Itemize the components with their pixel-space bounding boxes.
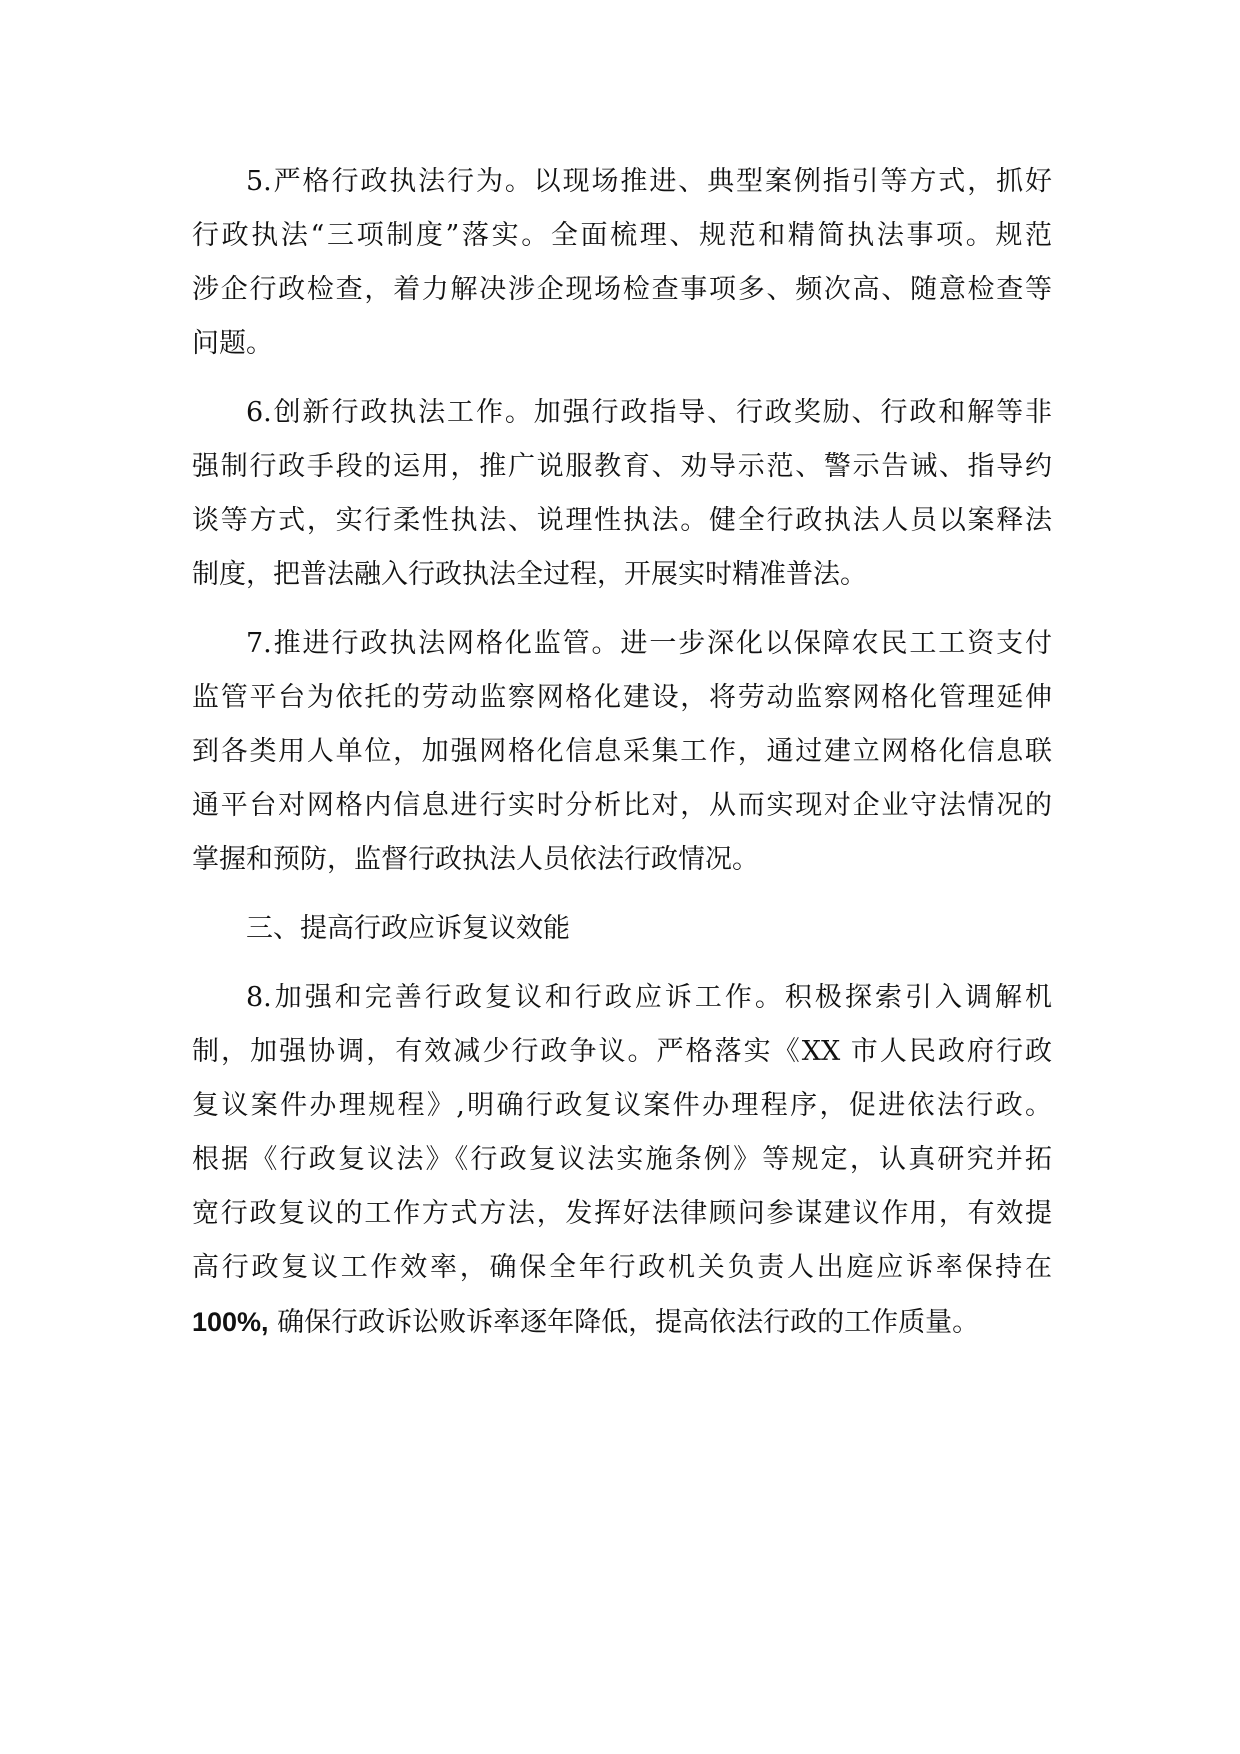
paragraph-line: 7.推进行政执法网格化监管。进一步深化以保障农民工工资支付 [246, 628, 1052, 659]
paragraph-line: 5.严格行政执法行为。以现场推进、典型案例指引等方式，抓好 [246, 166, 1052, 197]
paragraph-line: 宽行政复议的工作方式方法，发挥好法律顾问参谋建议作用，有效提 [192, 1198, 1052, 1229]
paragraph-7 [192, 617, 1052, 887]
paragraph-line: 涉企行政检查，着力解决涉企现场检查事项多、频次高、随意检查等 [192, 274, 1052, 305]
paragraph-8 [192, 971, 1052, 1349]
paragraph-line: 谈等方式，实行柔性执法、说理性执法。健全行政执法人员以案释法 [192, 505, 1052, 536]
paragraph-line: 行政执法“三项制度”落实。全面梳理、规范和精简执法事项。规范 [192, 220, 1052, 251]
section-heading: 三、提高行政应诉复议效能 [246, 913, 570, 944]
paragraph-last-line [192, 1295, 1052, 1349]
paragraph-line: 问题。 [192, 328, 273, 359]
paragraph-line: 高行政复议工作效率，确保全年行政机关负责人出庭应诉率保持在 [192, 1252, 1052, 1283]
paragraph-line: 掌握和预防，监督行政执法人员依法行政情况。 [192, 844, 759, 875]
percentage-value: 100%, [192, 1307, 269, 1337]
paragraph-line: 复议案件办理规程》,明确行政复议案件办理程序，促进依法行政。 [192, 1090, 1052, 1121]
paragraph-line: 通平台对网格内信息进行实时分析比对，从而实现对企业守法情况的 [192, 790, 1052, 821]
paragraph-line-rest: 确保行政诉讼败诉率逐年降低，提高依法行政的工作质量。 [268, 1307, 980, 1338]
paragraph-6 [192, 386, 1052, 602]
paragraph-line: 6.创新行政执法工作。加强行政指导、行政奖励、行政和解等非 [246, 397, 1052, 428]
paragraph-line: 制度，把普法融入行政执法全过程，开展实时精准普法。 [192, 559, 867, 590]
document-body [192, 155, 1052, 1364]
paragraph-5 [192, 155, 1052, 371]
paragraph-line: 监管平台为依托的劳动监察网格化建设，将劳动监察网格化管理延伸 [192, 682, 1052, 713]
paragraph-line: 根据《行政复议法》《行政复议法实施条例》等规定，认真研究并拓 [192, 1144, 1052, 1175]
paragraph-line: 到各类用人单位，加强网格化信息采集工作，通过建立网格化信息联 [192, 736, 1052, 767]
paragraph-line: 8.加强和完善行政复议和行政应诉工作。积极探索引入调解机 [246, 982, 1052, 1013]
paragraph-line: 强制行政手段的运用，推广说服教育、劝导示范、警示告诫、指导约 [192, 451, 1052, 482]
paragraph-line: 制，加强协调，有效减少行政争议。严格落实《XX 市人民政府行政 [192, 1036, 1052, 1067]
